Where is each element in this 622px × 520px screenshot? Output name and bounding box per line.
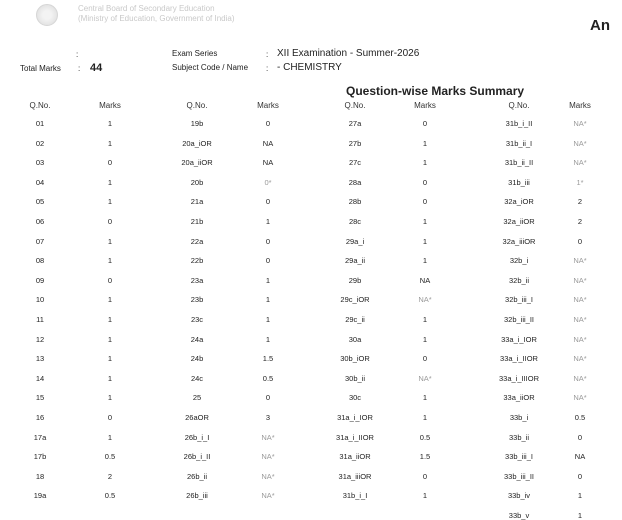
question-number-cell: 18 xyxy=(35,471,45,481)
question-number-cell: 28c xyxy=(348,217,362,226)
question-number-cell: 31a_iiOR xyxy=(339,452,371,462)
qno-column-header: Q.No. xyxy=(29,101,51,110)
marks-cell: 0 xyxy=(265,393,271,403)
question-number-cell: 33b_i xyxy=(509,413,529,422)
marks-cell: 1 xyxy=(422,158,428,168)
marks-cell: 1 xyxy=(107,354,113,364)
question-number-cell: 33b_iii_I xyxy=(505,452,533,462)
marks-cell: 1 xyxy=(422,413,428,422)
question-number-cell: 26b_i_II xyxy=(183,452,211,462)
marks-cell: 1 xyxy=(107,138,113,148)
question-number-cell: 21b xyxy=(190,217,204,226)
marks-cell: NA* xyxy=(573,158,587,168)
marks-cell: 1 xyxy=(577,511,583,520)
question-number-cell: 06 xyxy=(35,217,45,226)
question-number-cell: 29a_i xyxy=(345,236,365,246)
question-number-cell: 26b_ii xyxy=(186,471,208,481)
question-number-cell: 31b_ii_II xyxy=(504,158,534,168)
marks-cell: NA* xyxy=(418,373,432,383)
marks-cell: 1 xyxy=(422,138,428,148)
marks-cell: 1 xyxy=(107,236,113,246)
marks-cell: NA* xyxy=(573,119,587,128)
marks-cell: NA* xyxy=(418,295,432,305)
marks-cell: 0 xyxy=(422,471,428,481)
question-number-cell: 31b_ii_I xyxy=(505,138,533,148)
marks-column-header: Marks xyxy=(569,101,591,110)
marks-cell: NA* xyxy=(573,295,587,305)
question-number-cell: 32b_iii_I xyxy=(505,295,533,305)
marks-cell: 0 xyxy=(107,275,113,285)
question-number-cell: 32b_i xyxy=(509,256,529,266)
marks-cell: 3 xyxy=(265,413,271,422)
board-name-line-2: (Ministry of Education, Government of India) xyxy=(78,14,235,23)
question-number-cell: 24b xyxy=(190,354,204,364)
question-number-cell: 27b xyxy=(348,138,362,148)
question-number-cell: 32b_ii xyxy=(508,275,530,285)
question-number-cell: 30c xyxy=(348,393,362,403)
exam-series-label: Exam Series xyxy=(172,49,218,58)
marks-cell: NA* xyxy=(261,452,275,462)
question-number-cell: 32a_iiiOR xyxy=(502,236,536,246)
marks-cell: 0.5 xyxy=(104,491,116,501)
marks-cell: 1 xyxy=(107,432,113,442)
info-colon: : xyxy=(78,64,81,73)
marks-cell: 2 xyxy=(577,217,583,226)
question-number-cell: 26aOR xyxy=(185,413,209,422)
question-number-cell: 31b_iii xyxy=(508,177,530,187)
marks-cell: 1 xyxy=(422,217,428,226)
subject-value: - CHEMISTRY xyxy=(277,62,342,73)
question-number-cell: 17a xyxy=(33,432,47,442)
marks-cell: 0 xyxy=(265,119,271,128)
marks-cell: NA* xyxy=(261,432,275,442)
marks-cell: 1 xyxy=(107,256,113,266)
question-number-cell: 20a_iOR xyxy=(182,138,212,148)
question-number-cell: 20b xyxy=(190,177,204,187)
marks-cell: 0 xyxy=(265,197,271,207)
question-number-cell: 16 xyxy=(35,413,45,422)
question-number-cell: 32a_iiOR xyxy=(503,217,535,226)
question-number-cell: 32a_iOR xyxy=(504,197,534,207)
marks-cell: 1* xyxy=(576,177,584,187)
question-number-cell: 19a xyxy=(33,491,47,501)
corner-heading-fragment: An xyxy=(590,17,610,34)
question-number-cell: 29b xyxy=(348,275,362,285)
question-number-cell: 04 xyxy=(35,177,45,187)
question-number-cell: 12 xyxy=(35,334,45,344)
marks-cell: 1 xyxy=(422,491,428,501)
question-number-cell: 10 xyxy=(35,295,45,305)
marks-cell: NA* xyxy=(573,315,587,324)
marks-cell: NA xyxy=(262,138,274,148)
question-number-cell: 33b_v xyxy=(508,511,530,520)
exam-series-value: XII Examination - Summer-2026 xyxy=(277,48,420,59)
question-number-cell: 33a_i_IIIOR xyxy=(498,373,540,383)
marks-cell: 1.5 xyxy=(262,354,274,364)
marks-cell: 1 xyxy=(265,275,271,285)
question-number-cell: 08 xyxy=(35,256,45,266)
marks-cell: 2 xyxy=(577,197,583,207)
marks-cell: 0 xyxy=(265,256,271,266)
info-colon: : xyxy=(266,64,269,73)
marks-cell: NA xyxy=(262,158,274,168)
question-number-cell: 07 xyxy=(35,236,45,246)
question-number-cell: 27c xyxy=(348,158,362,168)
marks-cell: 0* xyxy=(264,177,272,187)
question-number-cell: 22b xyxy=(190,256,204,266)
question-number-cell: 29a_ii xyxy=(344,256,366,266)
question-number-cell: 09 xyxy=(35,275,45,285)
board-logo-icon xyxy=(36,4,58,26)
question-number-cell: 33b_iii_II xyxy=(503,471,535,481)
question-number-cell: 14 xyxy=(35,373,45,383)
question-number-cell: 33a_i_IOR xyxy=(501,334,537,344)
question-number-cell: 01 xyxy=(35,119,45,128)
marks-cell: NA* xyxy=(261,471,275,481)
question-number-cell: 23b xyxy=(190,295,204,305)
question-number-cell: 31a_i_IIOR xyxy=(336,432,374,442)
marks-cell: 1 xyxy=(577,491,583,501)
marks-cell: 0.5 xyxy=(262,373,274,383)
subject-label: Subject Code / Name xyxy=(172,63,249,72)
marks-cell: 0 xyxy=(265,236,271,246)
question-number-cell: 21a xyxy=(190,197,204,207)
question-number-cell: 30b_iOR xyxy=(340,354,370,364)
marks-cell: 1 xyxy=(422,315,428,324)
marks-cell: 0 xyxy=(422,197,428,207)
question-number-cell: 31b_i_I xyxy=(342,491,368,501)
marks-cell: 1 xyxy=(422,256,428,266)
marks-cell: 1 xyxy=(265,217,271,226)
question-number-cell: 13 xyxy=(35,354,45,364)
marks-cell: 0 xyxy=(422,177,428,187)
question-number-cell: 22a xyxy=(190,236,204,246)
marks-cell: 1.5 xyxy=(419,452,431,462)
question-number-cell: 31a_iiiOR xyxy=(338,471,372,481)
marks-cell: 0.5 xyxy=(574,413,586,422)
marks-column-header: Marks xyxy=(414,101,436,110)
marks-column-header: Marks xyxy=(99,101,121,110)
question-number-cell: 03 xyxy=(35,158,45,168)
question-number-cell: 02 xyxy=(35,138,45,148)
marks-cell: 0 xyxy=(107,413,113,422)
question-number-cell: 28b xyxy=(348,197,362,207)
marks-cell: 0 xyxy=(577,432,583,442)
marks-cell: 1 xyxy=(422,236,428,246)
question-number-cell: 31a_i_IOR xyxy=(337,413,373,422)
marks-cell: 0 xyxy=(577,236,583,246)
marks-cell: NA* xyxy=(573,334,587,344)
total-marks-label: Total Marks xyxy=(20,64,61,73)
marks-cell: 0 xyxy=(422,354,428,364)
question-number-cell: 30b_ii xyxy=(344,373,366,383)
question-number-cell: 15 xyxy=(35,393,45,403)
question-number-cell: 24a xyxy=(190,334,204,344)
marks-cell: NA* xyxy=(573,256,587,266)
board-name-line-1: Central Board of Secondary Education xyxy=(78,4,215,13)
question-number-cell: 24c xyxy=(190,373,204,383)
qno-column-header: Q.No. xyxy=(344,101,366,110)
question-number-cell: 33a_iiOR xyxy=(503,393,535,403)
question-number-cell: 33a_i_IIOR xyxy=(500,354,538,364)
marks-cell: 0 xyxy=(577,471,583,481)
question-number-cell: 31b_i_II xyxy=(505,119,533,128)
marks-cell: 0.5 xyxy=(419,432,431,442)
question-number-cell: 29c_iOR xyxy=(340,295,370,305)
marks-cell: 0 xyxy=(422,119,428,128)
marks-cell: NA xyxy=(574,452,586,462)
qno-column-header: Q.No. xyxy=(508,101,530,110)
marks-cell: 1 xyxy=(422,393,428,403)
info-colon: : xyxy=(266,50,269,59)
question-number-cell: 20a_iiOR xyxy=(181,158,213,168)
marks-cell: 1 xyxy=(107,197,113,207)
question-number-cell: 19b xyxy=(190,119,204,128)
marks-cell: 0.5 xyxy=(104,452,116,462)
total-marks-value: 44 xyxy=(90,62,103,74)
marks-cell: 0 xyxy=(107,217,113,226)
marks-cell: 1 xyxy=(265,315,271,324)
marks-cell: NA* xyxy=(573,138,587,148)
marks-cell: NA* xyxy=(261,491,275,501)
marks-cell: 1 xyxy=(107,177,113,187)
marks-column-header: Marks xyxy=(257,101,279,110)
marks-cell: NA* xyxy=(573,373,587,383)
marks-cell: NA xyxy=(419,275,431,285)
marks-cell: NA* xyxy=(573,275,587,285)
question-number-cell: 05 xyxy=(35,197,45,207)
question-number-cell: 33b_ii xyxy=(508,432,530,442)
marks-cell: 1 xyxy=(265,295,271,305)
question-number-cell: 27a xyxy=(348,119,362,128)
question-number-cell: 30a xyxy=(348,334,362,344)
marks-cell: NA* xyxy=(573,393,587,403)
marks-cell: 1 xyxy=(107,315,113,324)
marks-cell: 1 xyxy=(107,393,113,403)
marks-cell: 1 xyxy=(107,373,113,383)
marks-cell: 1 xyxy=(107,119,113,128)
marks-cell: 0 xyxy=(107,158,113,168)
question-number-cell: 33b_iv xyxy=(507,491,531,501)
question-number-cell: 32b_iii_II xyxy=(503,315,535,324)
question-number-cell: 17b xyxy=(33,452,47,462)
question-number-cell: 23a xyxy=(190,275,204,285)
question-number-cell: 26b_i_I xyxy=(184,432,210,442)
summary-title: Question-wise Marks Summary xyxy=(346,84,525,98)
marks-cell: 2 xyxy=(107,471,113,481)
marks-cell: 1 xyxy=(422,334,428,344)
question-number-cell: 25 xyxy=(192,393,202,403)
question-number-cell: 28a xyxy=(348,177,362,187)
qno-column-header: Q.No. xyxy=(186,101,208,110)
info-colon: : xyxy=(76,50,79,59)
question-number-cell: 29c_ii xyxy=(345,315,365,324)
marks-cell: NA* xyxy=(573,354,587,364)
question-number-cell: 11 xyxy=(36,315,44,324)
marks-cell: 1 xyxy=(107,295,113,305)
marks-cell: 1 xyxy=(265,334,271,344)
marks-cell: 1 xyxy=(107,334,113,344)
question-number-cell: 26b_iii xyxy=(186,491,208,501)
question-number-cell: 23c xyxy=(190,315,204,324)
